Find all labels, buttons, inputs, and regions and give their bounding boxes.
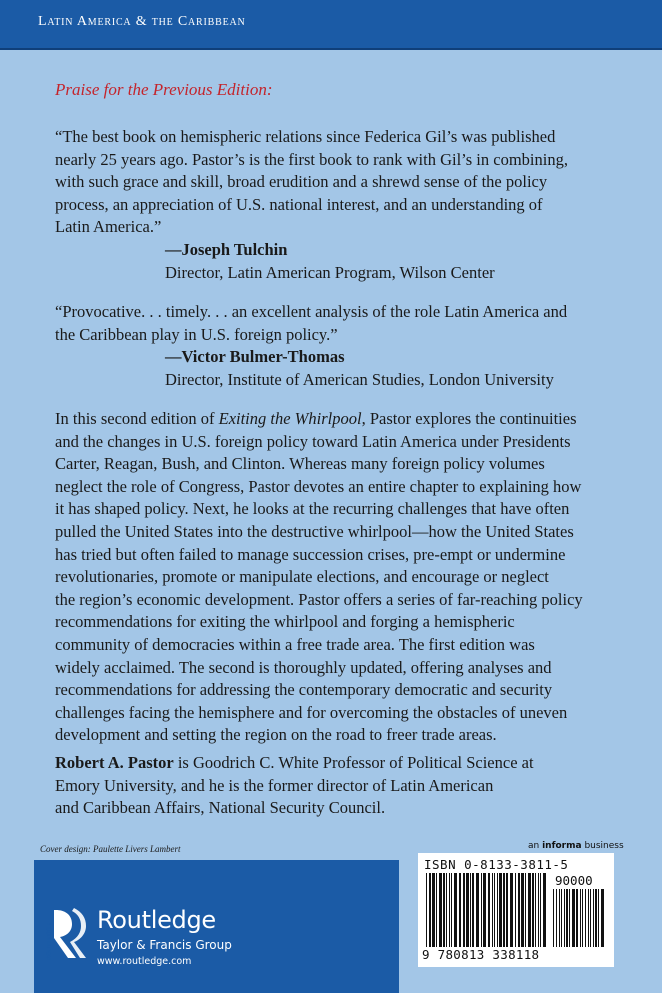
informa-suffix: business [581, 841, 624, 851]
publisher-box [34, 860, 399, 993]
quote-line: the Caribbean play in U.S. foreign policy.” [55, 324, 338, 344]
bio-line: and Caribbean Affairs, National Security Council. [55, 798, 386, 818]
description-line: it has shaped policy. Next, he looks at the recurring challenges that have often [55, 499, 570, 519]
quote-line: “The best book on hemispheric relations since Federica Gil’s was published [55, 127, 556, 146]
barcode-bar [556, 889, 557, 947]
praise-heading: Praise for the Previous Edition: [55, 80, 273, 99]
barcode-bar [451, 873, 452, 947]
barcode-bar [593, 889, 594, 947]
book-title: Exiting the Whirlpool [218, 409, 362, 428]
barcode-bar [564, 889, 565, 947]
barcode-bar [582, 889, 583, 947]
barcode-bar [528, 873, 531, 947]
barcode-bar [449, 873, 450, 947]
description-line: has tried but often failed to manage succession crises, pre-empt or undermine [55, 544, 566, 564]
isbn-text: ISBN 0-8133-3811-5 [424, 857, 569, 872]
barcode-bar [446, 873, 447, 947]
barcode-bar [488, 873, 490, 947]
barcode-bar [580, 889, 581, 947]
barcode-bar [483, 873, 486, 947]
description-line: neglect the role of Congress, Pastor devotes an entire chapter to explaining how [55, 476, 582, 496]
addon-barcode [553, 889, 607, 947]
barcode-bar [454, 873, 457, 947]
barcode-bar [499, 873, 502, 947]
barcode-bar [466, 873, 469, 947]
barcode-bar [532, 873, 534, 947]
publisher-group: Taylor & Francis Group [97, 938, 232, 952]
barcode-bar [521, 873, 524, 947]
description-line: community of democracies within a free trade area. The first edition was [55, 635, 535, 654]
description-text: , Pastor explores the continuities [361, 409, 577, 428]
barcode-bar [559, 889, 560, 947]
description-line: recommendations for exiting the whirlpool and forging a hemispheric [55, 612, 515, 632]
barcode-bar [472, 873, 474, 947]
barcode-bar [459, 873, 461, 947]
barcode-bar [432, 873, 435, 947]
barcode-bar [576, 889, 578, 947]
barcode-bar [436, 873, 437, 947]
barcode-bar [494, 873, 495, 947]
barcode-bar [585, 889, 586, 947]
ean-digits: 9 780813 338118 [422, 947, 540, 962]
publisher-name: Routledge [97, 906, 216, 934]
barcode-bar [566, 889, 568, 947]
cover-design-credit: Cover design: Paulette Livers Lambert [40, 844, 181, 854]
barcode-bar [443, 873, 445, 947]
barcode-bar [429, 873, 431, 947]
barcode-bar [598, 889, 599, 947]
barcode-bar [497, 873, 498, 947]
quote-line: process, an appreciation of U.S. national interest, and an understanding of [55, 194, 543, 214]
description-line [55, 408, 615, 431]
informa-brand: informa [542, 841, 582, 851]
informa-prefix: an [528, 841, 543, 851]
quote-author: —Victor Bulmer-Thomas [165, 347, 345, 367]
description-line: the region’s economic development. Pastor offers a series of far-reaching policy [55, 589, 583, 609]
description-line: challenges facing the hemisphere and for overcoming the obstacles of uneven [55, 702, 568, 722]
logo-vertical-text: ROUTLEDGE [46, 922, 53, 960]
barcode-bar [595, 889, 597, 947]
barcode-bar [506, 873, 508, 947]
barcode-bar [525, 873, 526, 947]
description-lead: In this second edition of [55, 409, 219, 428]
quote-line: “Provocative. . . timely. . . an excellent analysis of the role Latin America and [55, 302, 568, 321]
barcode-bar [476, 873, 479, 947]
routledge-logo-icon [46, 904, 90, 962]
description-line: Carter, Reagan, Bush, and Clinton. Whereas many foreign policy volumes [55, 454, 545, 474]
barcode-bar [470, 873, 471, 947]
barcode-bar [601, 889, 604, 947]
barcode-bar [588, 889, 589, 947]
author-name: Robert A. Pastor [55, 753, 174, 772]
description-line: and the changes in U.S. foreign policy toward Latin America under Presidents [55, 431, 571, 451]
barcode-bar [590, 889, 591, 947]
quote-affiliation: Director, Institute of American Studies, London University [165, 369, 554, 389]
quote-line: nearly 25 years ago. Pastor’s is the first book to rank with Gil’s in combining, [55, 149, 568, 169]
quote-line: with such grace and skill, broad erudition and a shrewd sense of the policy [55, 172, 548, 192]
barcode-bar [481, 873, 482, 947]
quote-affiliation: Director, Latin American Program, Wilson Center [165, 262, 495, 282]
barcode-bar [561, 889, 562, 947]
series-label: Latin America & the Caribbean [38, 14, 246, 29]
barcode-bar [569, 889, 570, 947]
publisher-url[interactable]: www.routledge.com [97, 956, 192, 967]
barcode-box [418, 853, 614, 967]
barcode-bar [553, 889, 554, 947]
barcode-bar [492, 873, 493, 947]
informa-business-tagline [528, 841, 624, 851]
barcode-bar [540, 873, 541, 947]
barcode-bar [518, 873, 520, 947]
price-code: 90000 [555, 873, 593, 888]
barcode-bar [439, 873, 442, 947]
barcode-bar [535, 873, 536, 947]
barcode-bar [543, 873, 546, 947]
barcode-bar [463, 873, 465, 947]
barcode-bar [538, 873, 539, 947]
description-line: development and setting the region on the road to freer trade areas. [55, 725, 497, 745]
quote-author: —Joseph Tulchin [165, 240, 288, 259]
barcode-bar [510, 873, 513, 947]
barcode-bar [426, 873, 427, 947]
ean-barcode [426, 873, 546, 947]
description-line: revolutionaries, promote or manipulate elections, and encourage or neglect [55, 567, 549, 587]
description-line: recommendations for addressing the contemporary democratic and security [55, 680, 553, 700]
bio-text: is Goodrich C. White Professor of Political Science at [173, 753, 534, 772]
barcode-bar [572, 889, 575, 947]
bio-line [55, 752, 615, 775]
barcode-bar [503, 873, 505, 947]
quote-line: Latin America.” [55, 217, 162, 237]
barcode-bar [515, 873, 516, 947]
description-line: pulled the United States into the destructive whirlpool—how the United States [55, 522, 574, 541]
bio-line: Emory University, and he is the former director of Latin American [55, 775, 494, 795]
series-band [0, 0, 662, 50]
description-line: widely acclaimed. The second is thoroughly updated, offering analyses and [55, 657, 552, 677]
